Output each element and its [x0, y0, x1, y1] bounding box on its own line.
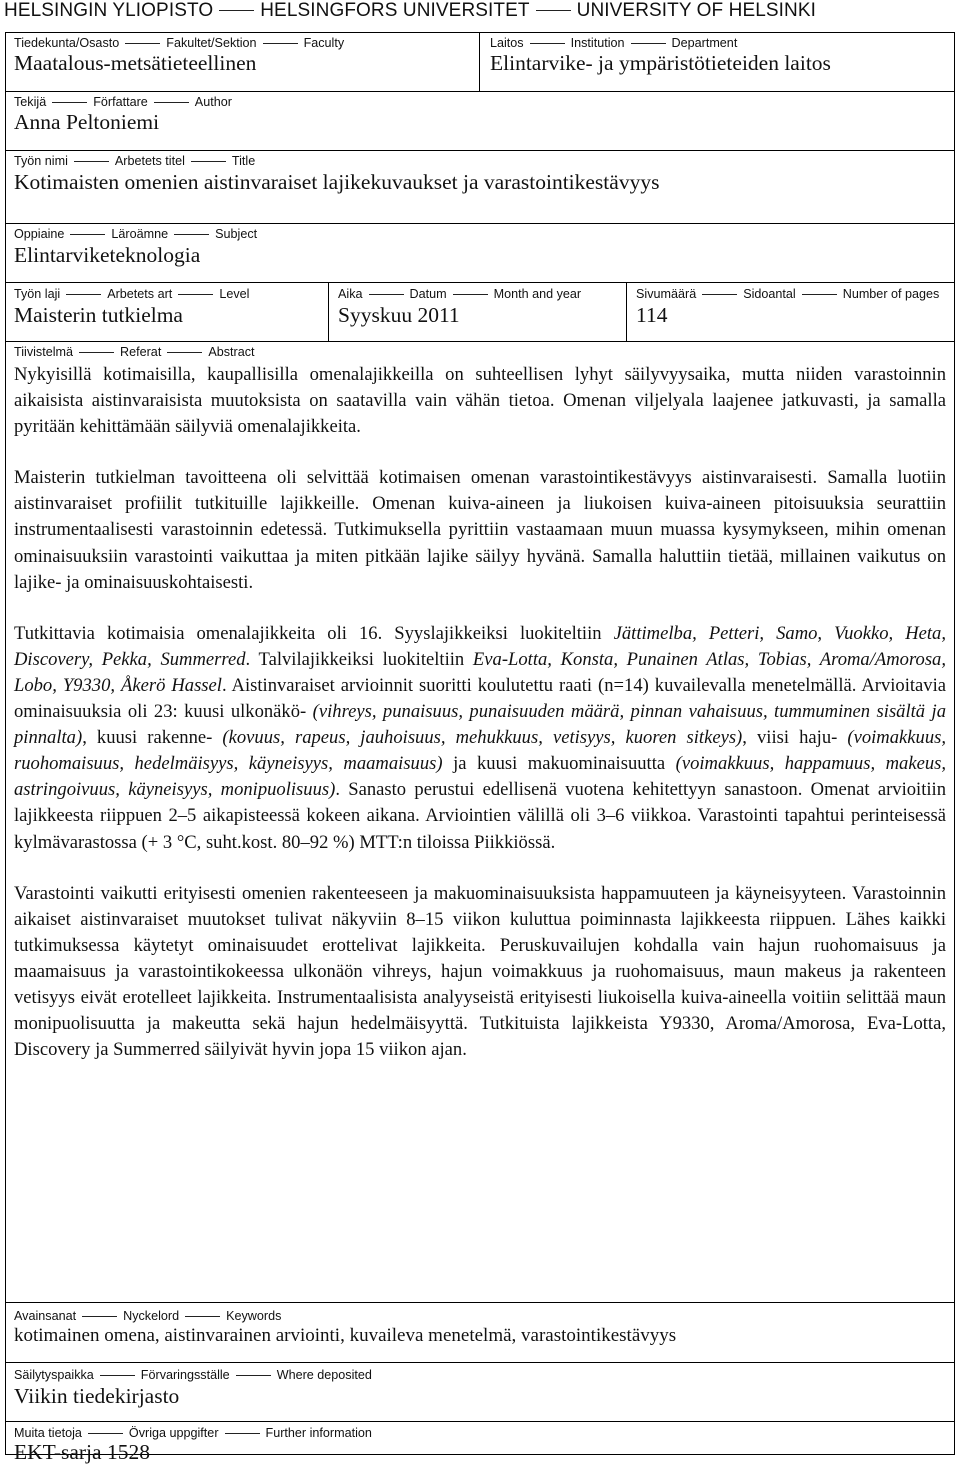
department-label: Laitos Institution Department [490, 36, 738, 50]
pages-label: Sivumäärä Sidoantal Number of pages [636, 287, 940, 301]
divider [328, 283, 329, 341]
pages-value: 114 [636, 303, 668, 327]
further-label: Muita tietoja Övriga uppgifter Further information [14, 1426, 372, 1440]
divider [626, 283, 627, 341]
university-header [4, 0, 816, 22]
dash [536, 10, 571, 11]
abstract-text [14, 362, 946, 1063]
university-name-en: UNIVERSITY OF HELSINKI [576, 0, 817, 21]
keywords-value: kotimainen omena, aistinvarainen arviointi, kuvaileva menetelmä, varastointikestävyys [14, 1325, 677, 1346]
author-row [6, 92, 954, 151]
keywords-row [6, 1303, 954, 1363]
date-value: Syyskuu 2011 [338, 303, 460, 327]
further-row [6, 1422, 954, 1464]
title-value: Kotimaisten omenien aistinvaraiset lajikekuvaukset ja varastointikestävyys [14, 170, 660, 194]
title-label: Työn nimi Arbetets titel Title [14, 154, 256, 168]
university-name-fi: HELSINGIN YLIOPISTO [4, 0, 214, 21]
faculty-department-row [6, 33, 954, 92]
faculty-label: Tiedekunta/Osasto Fakultet/Sektion Faculty [14, 36, 345, 50]
deposited-row [6, 1363, 954, 1422]
dash [219, 10, 254, 11]
subject-value: Elintarviketeknologia [14, 243, 201, 267]
abstract-paragraph-2: Maisterin tutkielman tavoitteena oli selvittää kotimaisen omenan varastointikestävyys aistinvaraisesti. Samalla luotiin aistinvaraiset profiilit tutkituille lajikkeille. Omenan kuiva-aineen ja liukoisen kuiva-aineen pitoisuuksia seurattiin instrumentaalisesti varastoinnin edetessä. Tutkimuksella pyrittiin vastaamaan muun muassa kysymykseen, mihin omenan ominaisuuksiin varastointi vaikuttaa ja miten pitkään lajike säilyy hyvänä. Samalla haluttiin tietää, millainen vaikutus on lajike- ja ominaisuuskohtaisesti. [14, 467, 946, 593]
level-label: Työn laji Arbetets art Level [14, 287, 250, 301]
date-label: Aika Datum Month and year [338, 287, 582, 301]
abstract-paragraph-3: Tutkittavia kotimaisia omenalajikkeita oli 16. Syyslajikkeiksi luokiteltiin Jättimelba, Petteri, Samo, Vuokko, Heta, Discovery, Pekka, Summerred. Talvilajikkeiksi luokiteltiin Eva-Lotta, Konsta, Punainen Atlas, Tobias, Aroma/Amorosa, Lobo, Y9330, Åkerö Hassel. Aistinvaraiset arvioinnit suoritti koulutettu raati (n=14) kuvailevalla menetelmällä. Arvioitavia ominaisuuksia oli 23: kuusi ulkonäkö- (vihreys, punaisuus, punaisuuden määrä, pinnan vahaisuus, tummuminen sisältä ja pinnalta), kuusi rakenne- (kovuus, rapeus, jauhoisuus, mehukkuus, vetisyys, kuoren sitkeys), viisi haju- (voimakkuus, ruohomaisuus, hedelmäisyys, käyneisyys, maamaisuus) ja kuusi makuominaisuutta (voimakkuus, happamuus, makeus, astringoivuus, käyneisyys, monipuolisuus). Sanasto perustui edellisenä vuotena kehitettyyn sanastoon. Omenat arvioitiin lajikkeesta riippuen 2–5 aikapisteessä kokeen aikana. Arviointien välillä oli 3–6 viikkoa. Varastointi tapahtui perinteisessä kylmävarastossa (+ 3 °C, suht.kost. 80–92 %) MTT:n tiloissa Piikkiössä. [14, 622, 947, 853]
deposited-label: Säilytyspaikka Förvaringsställe Where deposited [14, 1368, 372, 1382]
abstract-paragraph-1: Nykyisillä kotimaisilla, kaupallisilla omenalajikkeilla on suhteellisen lyhyt säilyvyysaika, mutta niiden varastoinnin aikaisista aistinvaraisista muutoksista on saatavilla vain vähän tietoa. Omenan viljelyala laajenee jatkuvasti, ja samalla pyritään kehittämään säilyviä omenalajikkeita. [14, 364, 946, 438]
department-value: Elintarvike- ja ympäristötieteiden laitos [490, 51, 831, 75]
further-value: EKT-sarja 1528 [14, 1440, 150, 1464]
title-row [6, 151, 954, 224]
divider [479, 33, 480, 91]
level-value: Maisterin tutkielma [14, 303, 183, 327]
subject-row [6, 224, 954, 283]
keywords-label: Avainsanat Nyckelord Keywords [14, 1309, 282, 1323]
author-value: Anna Peltoniemi [14, 110, 160, 134]
subject-label: Oppiaine Läroämne Subject [14, 227, 258, 241]
university-name-sv: HELSINGFORS UNIVERSITET [260, 0, 530, 21]
abstract-label: Tiivistelmä Referat Abstract [14, 345, 255, 359]
faculty-value: Maatalous-metsätieteellinen [14, 51, 257, 75]
level-date-pages-row [6, 283, 954, 342]
deposited-value: Viikin tiedekirjasto [14, 1384, 180, 1408]
author-label: Tekijä Författare Author [14, 95, 232, 109]
abstract-paragraph-4: Varastointi vaikutti erityisesti omenien rakenteeseen ja makuominaisuuksista happamuuteen ja käyneisyyteen. Varastoinnin aikaiset aistinvaraiset muutokset tulivat näkyviin 8–15 viikon kuluttua poiminnasta lajikkeesta riippuen. Lähes kaikki tutkimuksessa käytetyt ominaisuudet erottelivat lajikkeita. Peruskuvailujen kohdalla vain hajun ruohomaisuus ja maamaisuus ja varastointikokeessa ulkonäön vihreys, hajun voimakkuus ja ruohomaisuus, maun makeus ja rakenteen vetisyys eivät erotelleet lajikkeita. Instrumentaalisista analyyseistä erityisesti liukoisella kuiva-aineella voitiin selittää maun monipuolisuutta ja makeutta sekä hajun hedelmäisyyttä. Tutkituista lajikkeista Y9330, Aroma/Amorosa, Eva-Lotta, Discovery ja Summerred säilyivät hyvin jopa 15 viikon ajan. [14, 882, 946, 1061]
